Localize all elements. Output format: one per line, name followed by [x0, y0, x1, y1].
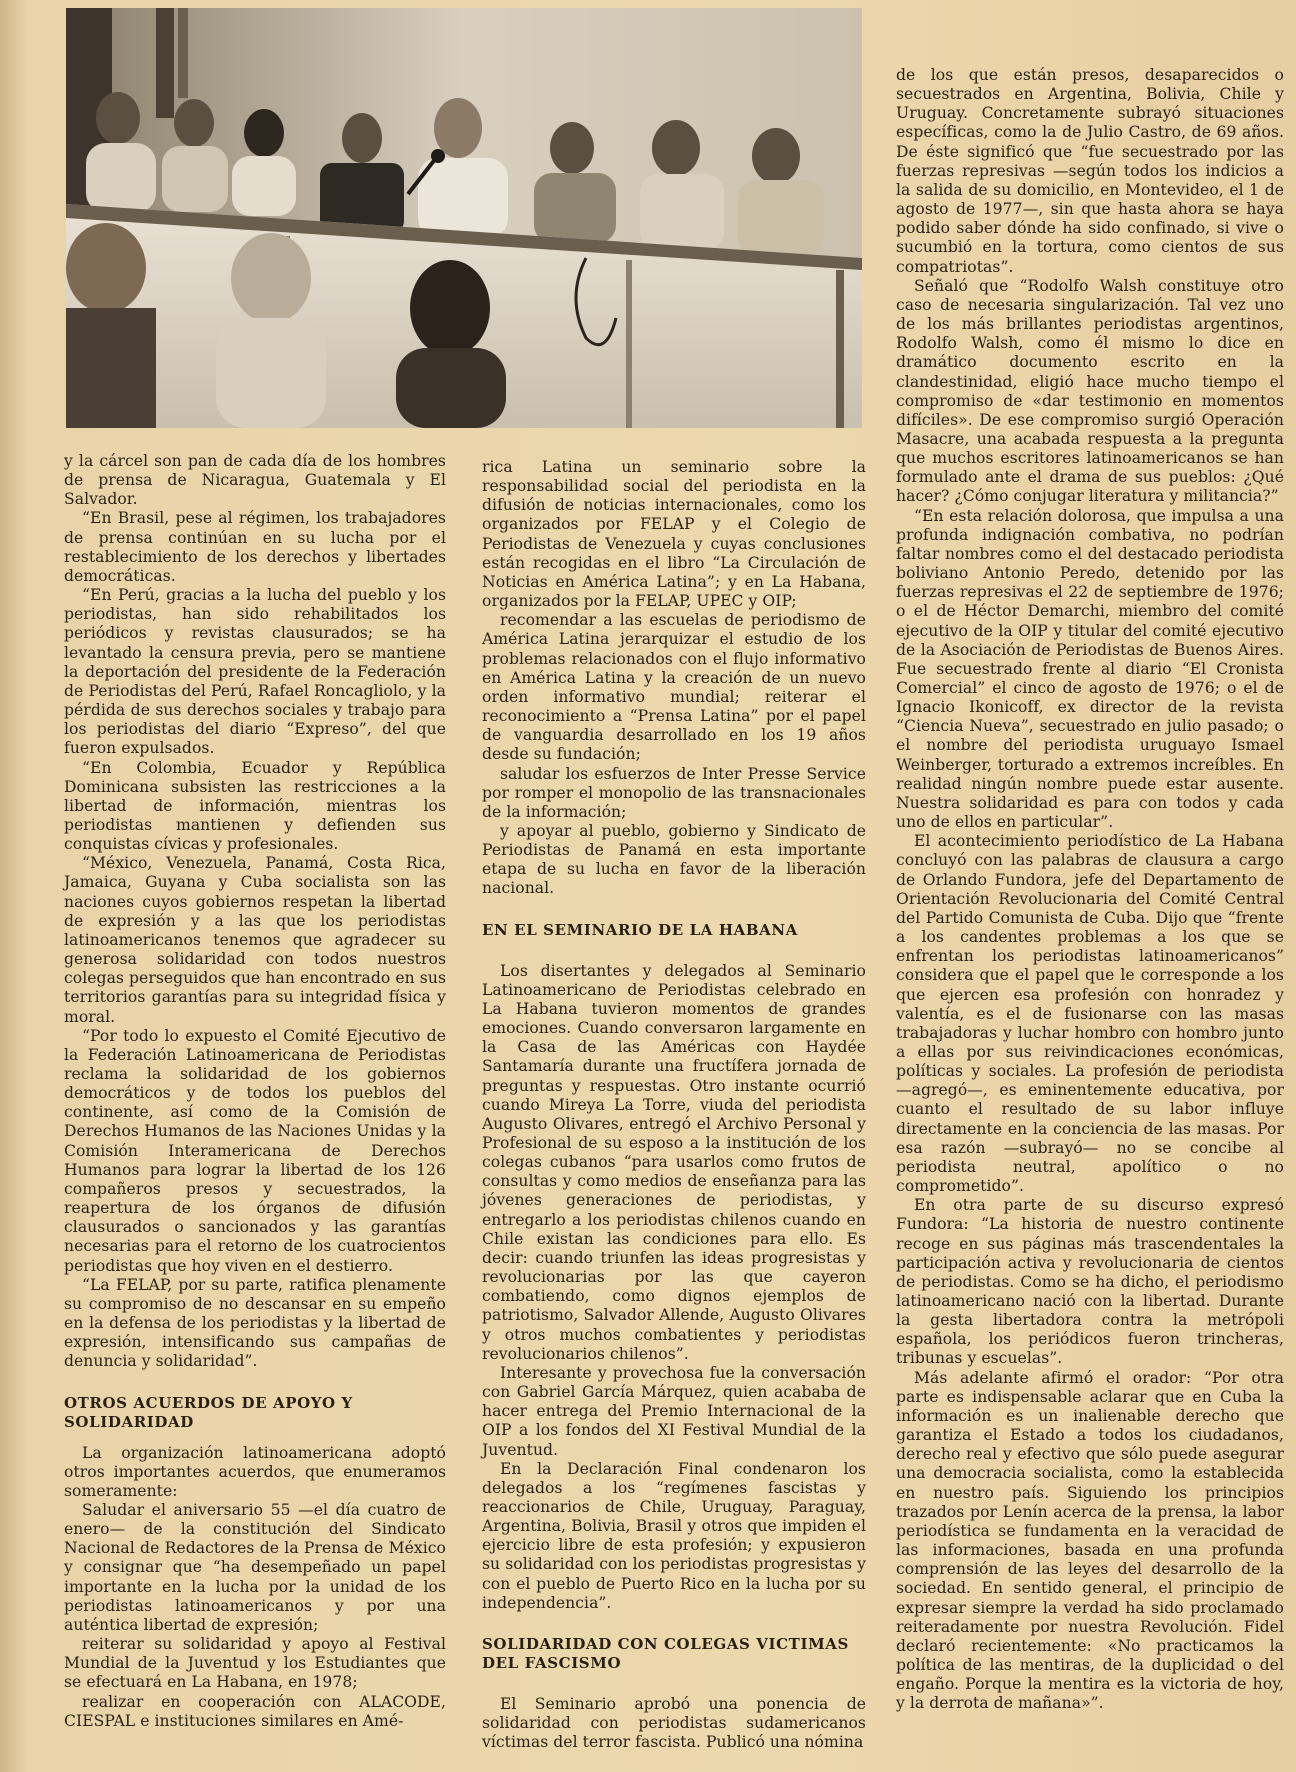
paragraph: Más adelante afirmó el orador: “Por otra parte es indispensable aclarar que en Cuba la información es un inalienable derecho que garantiza el Estado a todos los ciudadanos, derecho real y efectivo que sólo puede asegurar una democracia socialista, como la establecida en nuestro país. Siguiendo los principios trazados por Lenín acerca de la prensa, la labor periodística se fundamenta en la veracidad de las informaciones, basada en una profunda comprensión de las leyes del desarrollo de la sociedad. En sentido general, el principio de expresar siempre la verdad ha sido proclamado reiteradamente por nuestra Revolución. Fidel declaró recientemente: «No practicamos la política de las mentiras, de la duplicidad o del engaño. Porque la mentira es la victoria de hoy, y la derrota de mañana»”.: [896, 1368, 1284, 1713]
paragraph: El acontecimiento periodístico de La Habana concluyó con las palabras de clausura a cargo de Orlando Fundora, jefe del Departamento de Orientación Revolucionaria del Comité Central del Partido Comunista de Cuba. Dijo que “frente a los candentes problemas a los que se enfrentan los periodistas latinoamericanos” considera que el papel que le corresponde a los que ejercen esa profesión con honradez y valentía, es el de fusionarse con las masas trabajadoras y luchar hombro con hombro junto a ellas por sus reivindicaciones económicas, políticas y sociales. La profesión de periodista —agregó—, es eminentemente educativa, por cuanto el resultado de su labor influye directamente en la conciencia de las masas. Por esa razón —subrayó— no se concibe al periodista neutral, apolítico o no comprometido”.: [896, 832, 1284, 1196]
paragraph: y apoyar al pueblo, gobierno y Sindicato de Periodistas de Panamá en esta importante etapa de su lucha en favor de la liberación nacional.: [482, 821, 866, 898]
paragraph: saludar los esfuerzos de Inter Presse Service por romper el monopolio de las transnacionales de la información;: [482, 764, 866, 821]
section-heading: SOLIDARIDAD CON COLEGAS VICTIMAS DEL FASCISMO: [482, 1634, 849, 1672]
paragraph: recomendar a las escuelas de periodismo de América Latina jerarquizar el estudio de los problemas relacionados con el flujo informativo en América Latina y la creación de un nuevo orden informativo mundial; reiterar el reconocimiento a “Prensa Latina” por el papel de vanguardia desarrollado en los 19 años desde su fundación;: [482, 611, 866, 764]
paragraph: Interesante y provechosa fue la conversación con Gabriel García Márquez, quien acababa de hacer entrega del Premio Internacional de la OIP a los fondos del XI Festival Mundial de la Juventud.: [482, 1363, 866, 1459]
paragraph: Saludar el aniversario 55 —el día cuatro de enero— de la constitución del Sindicato Nacional de Redactores de la Prensa de México y consignar que “ha desempeñado un papel importante en la lucha por la unidad de los periodistas latinoamericanos y por una auténtica libertad de expresión;: [64, 1500, 446, 1634]
paragraph: “En Brasil, pese al régimen, los trabajadores de prensa continúan en su lucha por el restablecimiento de los derechos y libertades democráticas.: [64, 509, 446, 585]
paragraph: y la cárcel son pan de cada día de los hombres de prensa de Nicaragua, Guatemala y El Salvador.: [64, 452, 446, 509]
press-conference-photo: [66, 8, 862, 428]
paragraph: El Seminario aprobó una ponencia de solidaridad con periodistas sudamericanos víctimas del terror fascista. Publicó una nómina: [482, 1694, 866, 1752]
paragraph: “La FELAP, por su parte, ratifica plenamente su compromiso de no descansar en su empeño en la defensa de los periodistas y la libertad de expresión, intensificando sus campañas de denuncia y solidaridad”.: [64, 1275, 446, 1371]
column-1: [64, 452, 446, 1731]
photo-illustration: [66, 8, 862, 428]
paragraph: reiterar su solidaridad y apoyo al Festival Mundial de la Juventud y los Estudiantes que se efectuará en La Habana, en 1978;: [64, 1635, 446, 1692]
paragraph: “México, Venezuela, Panamá, Costa Rica, Jamaica, Guyana y Cuba socialista son las naciones cuyos gobiernos respetan la libertad de expresión y a las que los periodistas latinoamericanos tenemos que agradecer su generosa solidaridad con todos nuestros colegas perseguidos que han encontrado en sus territorios garantías para su integridad física y moral.: [64, 854, 446, 1026]
paragraph: rica Latina un seminario sobre la responsabilidad social del periodista en la difusión de noticias internacionales, como los organizados por FELAP y el Colegio de Periodistas de Venezuela y cuyas conclusiones están recogidas en el libro “La Circulación de Noticias en América Latina”; y en La Habana, organizados por la FELAP, UPEC y OIP;: [482, 458, 866, 611]
column-2: [482, 458, 866, 1752]
column-3: [896, 66, 1284, 1713]
paragraph: Los disertantes y delegados al Seminario Latinoamericano de Periodistas celebrado en La Habana tuvieron momentos de grandes emociones. Cuando conversaron largamente en la Casa de las Américas con Haydée Santamaría durante una fructífera jornada de preguntas y respuestas. Otro instante ocurrió cuando Mireya La Torre, viuda del periodista Augusto Olivares, entregó el Archivo Personal y Profesional de su esposo a la institución de los colegas cubanos “para usarlos como frutos de consultas y como medios de enseñanza para las jóvenes generaciones de periodistas, y entregarlo a los periodistas chilenos cuando en Chile existan las condiciones para ello. Es decir: cuando triunfen las ideas progresistas y revolucionarias por las que cayeron combatiendo, como dignos ejemplos de patriotismo, Salvador Allende, Augusto Olivares y otros muchos combatientes y periodistas revolucionarios chilenos”.: [482, 961, 866, 1363]
section-heading: EN EL SEMINARIO DE LA HABANA: [482, 920, 798, 939]
paragraph: “En esta relación dolorosa, que impulsa a una profunda indignación combativa, no podrían faltar nombres como el del destacado periodista boliviano Antonio Peredo, detenido por las fuerzas represivas el 22 de septiembre de 1976; o el de Héctor Demarchi, miembro del comité ejecutivo de la OIP y titular del comité ejecutivo de la Asociación de Periodistas de Buenos Aires. Fue secuestrado frente al diario “El Cronista Comercial” el cinco de agosto de 1976; o el de Ignacio Ikonicoff, ex director de la revista “Ciencia Nueva”, secuestrado en julio pasado; o el nombre del periodista uruguayo Ismael Weinberger, torturado a extremos increíbles. En realidad ningún nombre puede estar ausente. Nuestra solidaridad es para con todos y cada uno de ellos en particular”.: [896, 506, 1284, 832]
paragraph: En otra parte de su discurso expresó Fundora: “La historia de nuestro continente recoge en sus páginas más trascendentales la participación activa y revolucionaria de cientos de periodistas. Como se ha dicho, el periodismo latinoamericano nació con la libertad. Durante la gesta libertadora contra la metrópoli española, los periódicos fueron trincheras, tribunas y escuelas”.: [896, 1196, 1284, 1368]
section-heading: OTROS ACUERDOS DE APOYO Y SOLIDARIDAD: [64, 1393, 353, 1431]
paragraph: La organización latinoamericana adoptó otros importantes acuerdos, que enumeramos someramente:: [64, 1443, 446, 1500]
paragraph: Señaló que “Rodolfo Walsh constituye otro caso de necesaria singularización. Tal vez uno de los más brillantes periodistas argentinos, Rodolfo Walsh, como él mismo lo dice en dramático documento escrito en la clandestinidad, eligió hace mucho tiempo el compromiso de «dar testimonio en momentos difíciles». De ese compromiso surgió Operación Masacre, una acabada respuesta a la pregunta que muchos escritores latinoamericanos se han formulado ante el drama de sus pueblos: ¿Qué hacer? ¿Cómo conjugar literatura y militancia?”: [896, 276, 1284, 506]
paragraph: de los que están presos, desaparecidos o secuestrados en Argentina, Bolivia, Chile y Uruguay. Concretamente subrayó situaciones específicas, como la de Julio Castro, de 69 años. De éste significó que “fue secuestrado por las fuerzas represivas —según todos los indicios a la salida de su domicilio, en Montevideo, el 1 de agosto de 1977—, sin que hasta ahora se haya podido saber dónde ha sido confinado, si vive o sucumbió en la tortura, como cientos de sus compatriotas”.: [896, 66, 1284, 276]
paragraph: “Por todo lo expuesto el Comité Ejecutivo de la Federación Latinoamericana de Periodistas reclama la solidaridad de los gobiernos democráticos y de todos los pueblos del continente, así como de la Comisión de Derechos Humanos de las Naciones Unidas y la Comisión Interamericana de Derechos Humanos para lograr la libertad de los 126 compañeros presos y secuestrados, la reapertura de los órganos de difusión clausurados o sancionados y las garantías necesarias para el retorno de los cuatrocientos periodistas que hoy viven en el destierro.: [64, 1026, 446, 1275]
paragraph: realizar en cooperación con ALACODE, CIESPAL e instituciones similares en Amé-: [64, 1692, 446, 1730]
paragraph: “En Colombia, Ecuador y República Dominicana subsisten las restricciones a la libertad de información, mientras los periodistas mantienen y defienden sus conquistas cívicas y profesionales.: [64, 758, 446, 854]
paragraph: En la Declaración Final condenaron los delegados a los “regímenes fascistas y reaccionarios de Chile, Uruguay, Paraguay, Argentina, Bolivia, Brasil y otros que impiden el ejercicio libre de esta profesión; y expusieron su solidaridad con los periodistas progresistas y con el pueblo de Puerto Rico en la lucha por su independencia”.: [482, 1459, 866, 1612]
paragraph: “En Perú, gracias a la lucha del pueblo y los periodistas, han sido rehabilitados los periódicos y revistas clausurados; se ha levantado la censura previa, pero se mantiene la deportación del presidente de la Federación de Periodistas del Perú, Rafael Roncagliolo, y la pérdida de sus derechos sociales y trabajo para los periodistas del diario “Expreso”, del que fueron expulsados.: [64, 586, 446, 758]
